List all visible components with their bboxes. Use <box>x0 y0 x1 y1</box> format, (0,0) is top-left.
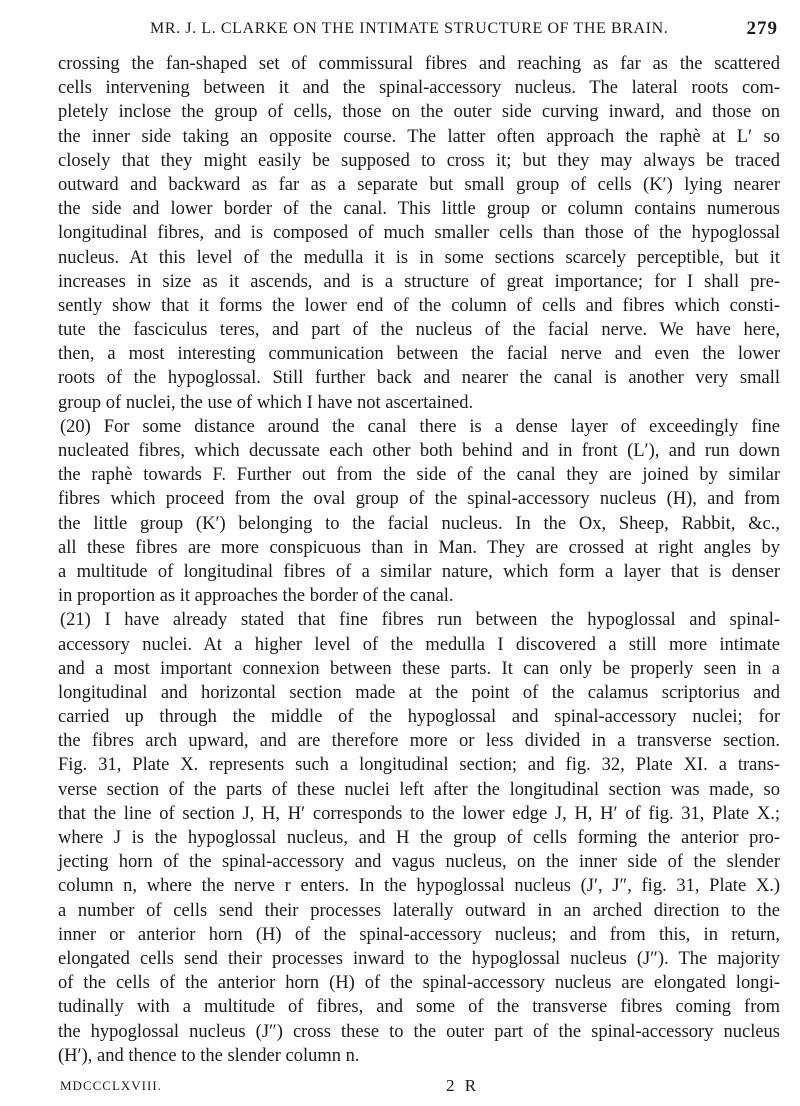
sheet-signature: 2 R <box>446 1076 480 1095</box>
page-footer <box>58 1076 780 1098</box>
text-line: column n, where the nerve r enters. In the hypoglossal nucleus (J′, J″, fig. 31, Plate X.) <box>58 876 780 897</box>
page-header <box>60 18 778 44</box>
text-line: tute the fasciculus teres, and part of the nucleus of the facial nerve. We have here, <box>58 320 780 341</box>
text-line: Fig. 31, Plate X. represents such a longitudinal section; and fig. 32, Plate XI. a trans- <box>58 755 780 776</box>
text-line: fibres which proceed from the oval group of the spinal-accessory nucleus (H), and from <box>58 489 780 510</box>
text-line: roots of the hypoglossal. Still further back and nearer the canal is another very small <box>58 368 780 389</box>
text-line: nucleus. At this level of the medulla it is in some sections scarcely perceptible, but it <box>58 247 780 268</box>
text-line: inner or anterior horn (H) of the spinal-accessory nucleus; and from this, in return, <box>58 924 780 945</box>
text-line: group of nuclei, the use of which I have not ascertained. <box>58 392 474 413</box>
text-line: pletely inclose the group of cells, those on the outer side curving inward, and those on <box>58 102 780 123</box>
text-line: a number of cells send their processes laterally outward in an arched direction to the <box>58 900 780 921</box>
text-line: crossing the fan-shaped set of commissural fibres and reaching as far as the scattered <box>58 54 780 74</box>
text-line: jecting horn of the spinal-accessory and vagus nucleus, on the inner side of the slender <box>58 852 780 873</box>
text-line: outward and backward as far as a separate but small group of cells (K′) lying nearer <box>58 174 780 195</box>
text-line: accessory nuclei. At a higher level of the medulla I discovered a still more intimate <box>58 634 780 655</box>
text-line: (H′), and thence to the slender column n. <box>58 1045 360 1066</box>
text-line: longitudinal and horizontal section made at the point of the calamus scriptorius and <box>58 682 780 703</box>
text-line: carried up through the middle of the hypoglossal and spinal-accessory nuclei; for <box>58 707 780 728</box>
running-title: MR. J. L. CLARKE ON THE INTIMATE STRUCTURE OF THE BRAIN. <box>150 20 669 37</box>
text-line: verse section of the parts of these nuclei left after the longitudinal section was made, so <box>58 779 780 800</box>
body-text <box>58 52 780 1068</box>
text-line: and a most important connexion between these parts. It can only be properly seen in a <box>58 658 780 679</box>
text-line: cells intervening between it and the spinal-accessory nucleus. The lateral roots com- <box>58 78 780 99</box>
text-line: that the line of section J, H, H′ corresponds to the lower edge J, H, H′ of fig. 31, Plate X.; <box>58 803 780 824</box>
text-line: sently show that it forms the lower end of the column of cells and fibres which consti- <box>58 295 780 316</box>
text-line: nucleated fibres, which decussate each other both behind and in front (L′), and run down <box>58 441 780 461</box>
text-line: increases in size as it ascends, and is a structure of great importance; for I shall pre- <box>58 271 780 292</box>
text-line: the hypoglossal nucleus (J″) cross these to the outer part of the spinal-accessory nucleus <box>58 1021 780 1042</box>
text-line: the little group (K′) belonging to the facial nucleus. In the Ox, Sheep, Rabbit, &c., <box>58 513 780 534</box>
text-line: (20) For some distance around the canal there is a dense layer of exceedingly fine <box>60 416 780 437</box>
text-line: then, a most interesting communication between the facial nerve and even the lower <box>58 344 780 365</box>
text-line: a multitude of longitudinal fibres of a similar nature, which form a layer that is denser <box>58 561 780 582</box>
text-line: all these fibres are more conspicuous than in Man. They are crossed at right angles by <box>58 537 780 558</box>
text-line: where J is the hypoglossal nucleus, and H the group of cells forming the anterior pro- <box>58 828 780 848</box>
text-line: the inner side taking an opposite course. The latter often approach the raphè at L′ so <box>58 126 780 147</box>
text-line: the raphè towards F. Further out from the side of the canal they are joined by similar <box>58 465 780 486</box>
page-number: 279 <box>746 18 778 39</box>
text-line: longitudinal fibres, and is composed of much smaller cells than those of the hypoglossal <box>58 223 780 244</box>
text-line: (21) I have already stated that fine fibres run between the hypoglossal and spinal- <box>60 610 780 631</box>
text-line: elongated cells send their processes inward to the hypoglossal nucleus (J″). The majority <box>58 948 780 969</box>
text-line: in proportion as it approaches the border of the canal. <box>58 586 454 607</box>
text-line: tudinally with a multitude of fibres, and some of the transverse fibres coming from <box>58 997 780 1018</box>
text-line: the side and lower border of the canal. This little group or column contains numerous <box>58 199 780 220</box>
text-line: closely that they might easily be supposed to cross it; but they may always be traced <box>58 150 780 171</box>
volume-mark: MDCCCLXVIII. <box>60 1078 162 1093</box>
text-line: of the cells of the anterior horn (H) of the spinal-accessory nucleus are elongated longi- <box>58 973 780 994</box>
text-line: the fibres arch upward, and are therefore more or less divided in a transverse section. <box>58 731 780 752</box>
